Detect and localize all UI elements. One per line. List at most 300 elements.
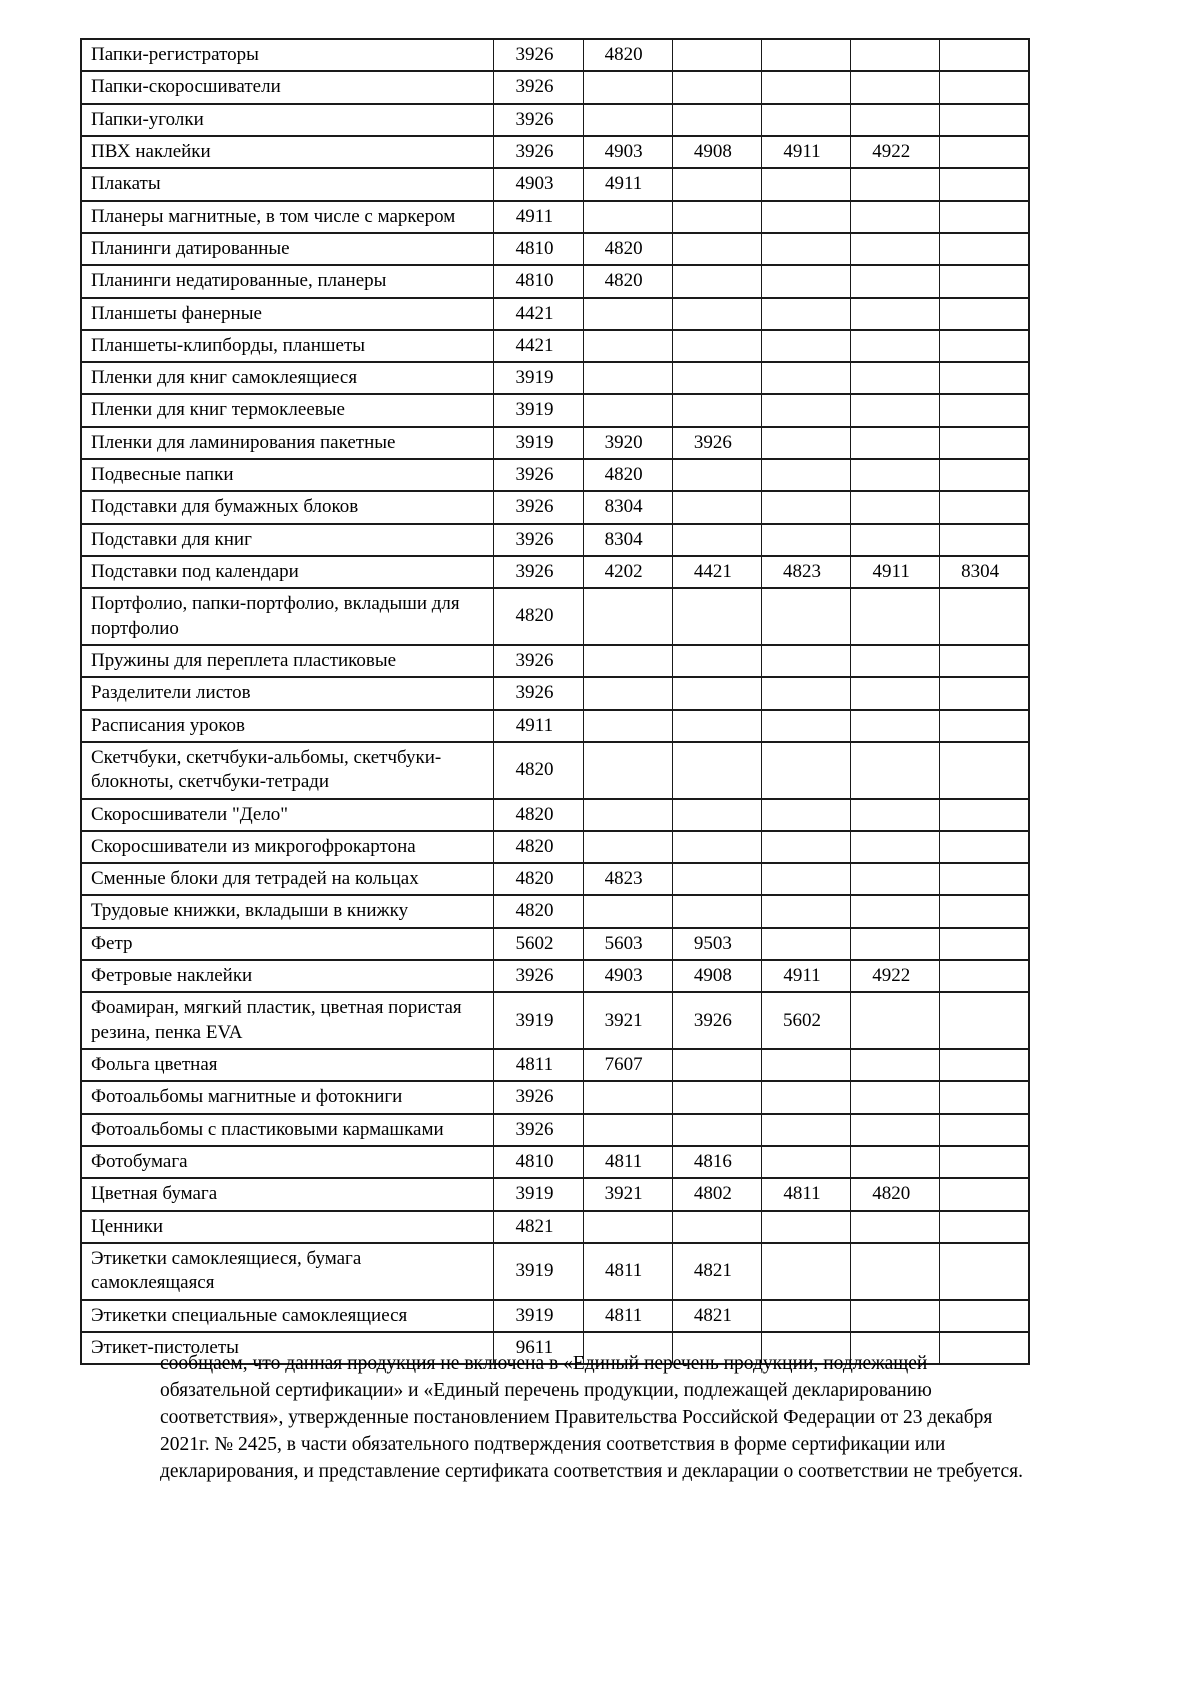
- code-cell: 4810: [494, 1146, 583, 1178]
- code-cell: [761, 928, 850, 960]
- product-name-cell: Папки-регистраторы: [81, 39, 494, 71]
- code-cell: [940, 960, 1029, 992]
- code-cell: [761, 645, 850, 677]
- code-cell: 3926: [494, 491, 583, 523]
- code-cell: [761, 524, 850, 556]
- code-cell: [583, 330, 672, 362]
- code-cell: [940, 1300, 1029, 1332]
- code-cell: 4811: [494, 1049, 583, 1081]
- code-cell: [761, 1081, 850, 1113]
- table-row: [81, 427, 1029, 459]
- table-row: [81, 233, 1029, 265]
- code-cell: [761, 71, 850, 103]
- code-cell: 3926: [494, 677, 583, 709]
- product-name-cell: Подвесные папки: [81, 459, 494, 491]
- code-cell: [761, 362, 850, 394]
- code-cell: [940, 742, 1029, 799]
- code-cell: [851, 104, 940, 136]
- code-cell: [583, 104, 672, 136]
- code-cell: [940, 1081, 1029, 1113]
- table-row: [81, 104, 1029, 136]
- code-cell: 3926: [494, 960, 583, 992]
- table-row: [81, 556, 1029, 588]
- code-cell: [851, 992, 940, 1049]
- product-name-cell: Фоамиран, мягкий пластик, цветная пористая резина, пенка EVA: [81, 992, 494, 1049]
- code-cell: 4908: [672, 136, 761, 168]
- code-cell: [761, 1146, 850, 1178]
- code-cell: [851, 1114, 940, 1146]
- code-cell: 4816: [672, 1146, 761, 1178]
- code-cell: [940, 1178, 1029, 1210]
- product-name-cell: Этикетки специальные самоклеящиеся: [81, 1300, 494, 1332]
- code-cell: [851, 588, 940, 645]
- table-row: [81, 1300, 1029, 1332]
- code-cell: 4911: [761, 136, 850, 168]
- code-cell: [940, 831, 1029, 863]
- code-cell: [851, 362, 940, 394]
- table-row: [81, 201, 1029, 233]
- table-row: [81, 960, 1029, 992]
- code-cell: [672, 71, 761, 103]
- table-row: [81, 136, 1029, 168]
- table-row: [81, 742, 1029, 799]
- product-name-cell: Фотоальбомы магнитные и фотокниги: [81, 1081, 494, 1113]
- code-cell: [940, 1243, 1029, 1300]
- table-row: [81, 1243, 1029, 1300]
- code-cell: [940, 710, 1029, 742]
- code-cell: [940, 677, 1029, 709]
- code-cell: 3926: [494, 71, 583, 103]
- code-cell: [761, 1049, 850, 1081]
- product-name-cell: Пленки для книг самоклеящиеся: [81, 362, 494, 394]
- code-cell: 4911: [851, 556, 940, 588]
- table-row: [81, 168, 1029, 200]
- product-name-cell: Пленки для книг термоклеевые: [81, 394, 494, 426]
- product-name-cell: Расписания уроков: [81, 710, 494, 742]
- code-cell: [851, 298, 940, 330]
- code-cell: 4820: [851, 1178, 940, 1210]
- code-cell: [761, 588, 850, 645]
- code-cell: [851, 330, 940, 362]
- code-cell: [672, 863, 761, 895]
- code-cell: [672, 895, 761, 927]
- product-name-cell: Трудовые книжки, вкладыши в книжку: [81, 895, 494, 927]
- code-cell: [583, 799, 672, 831]
- product-name-cell: Сменные блоки для тетрадей на кольцах: [81, 863, 494, 895]
- code-cell: [851, 928, 940, 960]
- code-cell: [761, 491, 850, 523]
- product-name-cell: Этикетки самоклеящиеся, бумага самоклеящаяся: [81, 1243, 494, 1300]
- code-cell: [583, 742, 672, 799]
- code-cell: [851, 1081, 940, 1113]
- code-cell: 3926: [494, 459, 583, 491]
- code-cell: [851, 459, 940, 491]
- code-cell: 4821: [672, 1243, 761, 1300]
- code-cell: 4810: [494, 265, 583, 297]
- code-cell: [672, 459, 761, 491]
- table-row: [81, 992, 1029, 1049]
- product-name-cell: Фетр: [81, 928, 494, 960]
- code-cell: [583, 710, 672, 742]
- table-row: [81, 895, 1029, 927]
- code-cell: 4421: [494, 298, 583, 330]
- code-cell: [583, 677, 672, 709]
- code-cell: 4911: [761, 960, 850, 992]
- product-name-cell: Разделители листов: [81, 677, 494, 709]
- product-name-cell: Портфолио, папки-портфолио, вкладыши для портфолио: [81, 588, 494, 645]
- code-cell: [940, 201, 1029, 233]
- code-cell: [583, 362, 672, 394]
- code-cell: [761, 330, 850, 362]
- code-cell: [672, 298, 761, 330]
- code-cell: [761, 863, 850, 895]
- table-row: [81, 710, 1029, 742]
- product-name-cell: Фотобумага: [81, 1146, 494, 1178]
- product-name-cell: Подставки для книг: [81, 524, 494, 556]
- product-name-cell: Фотоальбомы с пластиковыми кармашками: [81, 1114, 494, 1146]
- code-cell: [672, 104, 761, 136]
- product-name-cell: Плакаты: [81, 168, 494, 200]
- product-name-cell: Скоросшиватели "Дело": [81, 799, 494, 831]
- code-cell: [583, 298, 672, 330]
- code-cell: [940, 524, 1029, 556]
- table-row: [81, 831, 1029, 863]
- table-row: [81, 1211, 1029, 1243]
- code-cell: [672, 1049, 761, 1081]
- code-cell: [761, 831, 850, 863]
- code-cell: 3919: [494, 1300, 583, 1332]
- code-cell: [583, 1211, 672, 1243]
- code-cell: [672, 588, 761, 645]
- code-cell: [761, 39, 850, 71]
- code-cell: [851, 201, 940, 233]
- code-cell: 9611: [494, 1332, 583, 1364]
- code-cell: [672, 1211, 761, 1243]
- product-name-cell: Подставки под календари: [81, 556, 494, 588]
- code-cell: [940, 459, 1029, 491]
- code-cell: 3919: [494, 427, 583, 459]
- code-cell: [851, 1146, 940, 1178]
- code-cell: 4811: [583, 1300, 672, 1332]
- product-name-cell: Планинги датированные: [81, 233, 494, 265]
- code-cell: [940, 136, 1029, 168]
- code-cell: 9503: [672, 928, 761, 960]
- code-cell: [672, 394, 761, 426]
- code-cell: [583, 201, 672, 233]
- code-cell: [940, 265, 1029, 297]
- product-name-cell: Папки-уголки: [81, 104, 494, 136]
- code-cell: 4811: [583, 1146, 672, 1178]
- code-cell: [761, 265, 850, 297]
- code-cell: [851, 524, 940, 556]
- code-cell: [583, 1114, 672, 1146]
- code-cell: [851, 1049, 940, 1081]
- product-name-cell: Планшеты фанерные: [81, 298, 494, 330]
- certification-note-paragraph: сообщаем, что данная продукция не включена в «Единый перечень продукции, подлежащей обязательной сертификации» и «Единый перечень продукции, подлежащей декларированию соответствия», утвержденные постановлением Правительства Российской Федерации от 23 декабря 2021г. № 2425, в части обязательного подтверждения соответствия в форме сертификации или декларирования, и представление сертификата соответствия и декларации о соответствии не требуется.: [160, 1353, 1023, 1482]
- table-row: [81, 491, 1029, 523]
- code-cell: [940, 71, 1029, 103]
- code-cell: [672, 742, 761, 799]
- code-cell: [761, 1300, 850, 1332]
- code-cell: [761, 1211, 850, 1243]
- code-cell: 4908: [672, 960, 761, 992]
- table-row: [81, 1049, 1029, 1081]
- code-cell: 3919: [494, 394, 583, 426]
- code-cell: [672, 645, 761, 677]
- product-name-cell: Подставки для бумажных блоков: [81, 491, 494, 523]
- code-cell: [940, 330, 1029, 362]
- code-cell: 3926: [672, 992, 761, 1049]
- code-cell: [940, 491, 1029, 523]
- code-cell: [940, 39, 1029, 71]
- code-cell: [851, 799, 940, 831]
- table-row: [81, 71, 1029, 103]
- code-cell: [672, 265, 761, 297]
- code-cell: [583, 895, 672, 927]
- code-cell: 4911: [494, 710, 583, 742]
- table-row: [81, 799, 1029, 831]
- code-cell: [761, 895, 850, 927]
- product-name-cell: Этикет-пистолеты: [81, 1332, 494, 1364]
- code-cell: [672, 524, 761, 556]
- table-row: [81, 1178, 1029, 1210]
- code-cell: [583, 1081, 672, 1113]
- code-cell: [851, 1300, 940, 1332]
- code-cell: [940, 362, 1029, 394]
- code-cell: 4903: [583, 960, 672, 992]
- code-cell: 4820: [494, 831, 583, 863]
- code-cell: 3926: [494, 1114, 583, 1146]
- code-cell: 4821: [494, 1211, 583, 1243]
- code-cell: [940, 799, 1029, 831]
- table-row: [81, 588, 1029, 645]
- code-cell: [761, 233, 850, 265]
- code-cell: [583, 645, 672, 677]
- table-row: [81, 459, 1029, 491]
- code-cell: 4820: [494, 895, 583, 927]
- code-cell: [672, 39, 761, 71]
- product-name-cell: Скоросшиватели из микрогофрокартона: [81, 831, 494, 863]
- code-cell: 4810: [494, 233, 583, 265]
- code-cell: [761, 1114, 850, 1146]
- table-row: [81, 645, 1029, 677]
- code-cell: [940, 168, 1029, 200]
- code-cell: 4820: [494, 742, 583, 799]
- code-cell: 5602: [494, 928, 583, 960]
- code-cell: 7607: [583, 1049, 672, 1081]
- code-cell: [851, 645, 940, 677]
- code-cell: [851, 710, 940, 742]
- code-cell: [672, 1081, 761, 1113]
- code-cell: [851, 742, 940, 799]
- code-cell: 4820: [583, 459, 672, 491]
- table-row: [81, 265, 1029, 297]
- code-cell: 4820: [494, 863, 583, 895]
- product-name-cell: Цветная бумага: [81, 1178, 494, 1210]
- code-cell: 3926: [494, 556, 583, 588]
- code-cell: [761, 168, 850, 200]
- code-cell: [583, 394, 672, 426]
- code-cell: [851, 1243, 940, 1300]
- code-cell: [940, 427, 1029, 459]
- product-name-cell: Пружины для переплета пластиковые: [81, 645, 494, 677]
- code-cell: [851, 863, 940, 895]
- table-row: [81, 863, 1029, 895]
- product-name-cell: ПВХ наклейки: [81, 136, 494, 168]
- code-cell: 4823: [761, 556, 850, 588]
- code-cell: [761, 298, 850, 330]
- code-cell: 4922: [851, 960, 940, 992]
- code-cell: 8304: [583, 524, 672, 556]
- table-row: [81, 677, 1029, 709]
- code-cell: 8304: [583, 491, 672, 523]
- code-cell: [851, 168, 940, 200]
- code-cell: [940, 863, 1029, 895]
- code-cell: [940, 645, 1029, 677]
- code-cell: [761, 104, 850, 136]
- code-cell: 4903: [583, 136, 672, 168]
- code-cell: 3919: [494, 1243, 583, 1300]
- product-name-cell: Фетровые наклейки: [81, 960, 494, 992]
- code-cell: [761, 394, 850, 426]
- code-cell: [940, 394, 1029, 426]
- table-row: [81, 394, 1029, 426]
- code-cell: 4820: [583, 39, 672, 71]
- code-cell: [940, 895, 1029, 927]
- code-cell: [851, 233, 940, 265]
- code-cell: [672, 233, 761, 265]
- code-cell: 4820: [494, 799, 583, 831]
- code-cell: 4811: [761, 1178, 850, 1210]
- code-cell: 4922: [851, 136, 940, 168]
- code-cell: 4823: [583, 863, 672, 895]
- code-cell: 4911: [494, 201, 583, 233]
- code-cell: [851, 265, 940, 297]
- code-cell: [761, 201, 850, 233]
- code-cell: 5602: [761, 992, 850, 1049]
- code-cell: [940, 104, 1029, 136]
- code-cell: 3919: [494, 362, 583, 394]
- code-cell: 3926: [672, 427, 761, 459]
- product-name-cell: Планеры магнитные, в том числе с маркером: [81, 201, 494, 233]
- code-cell: 4820: [494, 588, 583, 645]
- code-cell: [851, 1211, 940, 1243]
- code-cell: [761, 459, 850, 491]
- code-cell: [672, 799, 761, 831]
- product-name-cell: Планшеты-клипборды, планшеты: [81, 330, 494, 362]
- table-row: [81, 1146, 1029, 1178]
- code-cell: 3926: [494, 136, 583, 168]
- code-cell: 3921: [583, 992, 672, 1049]
- code-cell: [851, 427, 940, 459]
- code-cell: [761, 742, 850, 799]
- code-cell: [940, 298, 1029, 330]
- code-cell: [761, 710, 850, 742]
- code-cell: [940, 233, 1029, 265]
- table-row: [81, 1081, 1029, 1113]
- code-cell: [672, 362, 761, 394]
- code-cell: [672, 491, 761, 523]
- code-cell: [761, 1243, 850, 1300]
- code-cell: 4811: [583, 1243, 672, 1300]
- code-cell: [761, 677, 850, 709]
- product-table-body: [81, 39, 1029, 1364]
- code-cell: 4903: [494, 168, 583, 200]
- code-cell: 3926: [494, 39, 583, 71]
- code-cell: 3919: [494, 1178, 583, 1210]
- code-cell: [851, 39, 940, 71]
- code-cell: 4202: [583, 556, 672, 588]
- product-name-cell: Скетчбуки, скетчбуки-альбомы, скетчбуки-блокноты, скетчбуки-тетради: [81, 742, 494, 799]
- code-cell: [851, 491, 940, 523]
- table-row: [81, 298, 1029, 330]
- product-name-cell: Планинги недатированные, планеры: [81, 265, 494, 297]
- code-cell: [851, 677, 940, 709]
- code-cell: 3919: [494, 992, 583, 1049]
- code-cell: 3926: [494, 524, 583, 556]
- code-cell: [672, 1114, 761, 1146]
- code-cell: [672, 710, 761, 742]
- code-cell: [851, 895, 940, 927]
- table-row: [81, 928, 1029, 960]
- code-cell: 4820: [583, 265, 672, 297]
- code-cell: [851, 394, 940, 426]
- code-cell: [940, 588, 1029, 645]
- code-cell: [940, 1146, 1029, 1178]
- table-row: [81, 330, 1029, 362]
- code-cell: [583, 71, 672, 103]
- code-cell: [583, 588, 672, 645]
- code-cell: [851, 831, 940, 863]
- product-name-cell: Ценники: [81, 1211, 494, 1243]
- code-cell: 4911: [583, 168, 672, 200]
- table-row: [81, 524, 1029, 556]
- code-cell: [940, 1114, 1029, 1146]
- code-cell: [672, 831, 761, 863]
- code-cell: [583, 831, 672, 863]
- table-row: [81, 362, 1029, 394]
- code-cell: [761, 427, 850, 459]
- table-row: [81, 1114, 1029, 1146]
- code-cell: 4821: [672, 1300, 761, 1332]
- code-cell: [761, 799, 850, 831]
- code-cell: [672, 330, 761, 362]
- code-cell: [940, 928, 1029, 960]
- code-cell: 3926: [494, 645, 583, 677]
- code-cell: 4820: [583, 233, 672, 265]
- table-row: [81, 39, 1029, 71]
- product-codes-table: [80, 38, 1030, 1365]
- code-cell: [851, 71, 940, 103]
- code-cell: [672, 201, 761, 233]
- code-cell: 5603: [583, 928, 672, 960]
- product-name-cell: Пленки для ламинирования пакетные: [81, 427, 494, 459]
- code-cell: [940, 1049, 1029, 1081]
- code-cell: 3926: [494, 1081, 583, 1113]
- product-name-cell: Папки-скоросшиватели: [81, 71, 494, 103]
- code-cell: [672, 677, 761, 709]
- product-name-cell: Фольга цветная: [81, 1049, 494, 1081]
- code-cell: 3926: [494, 104, 583, 136]
- code-cell: 3920: [583, 427, 672, 459]
- code-cell: [940, 992, 1029, 1049]
- code-cell: 8304: [940, 556, 1029, 588]
- code-cell: 3921: [583, 1178, 672, 1210]
- code-cell: 4421: [494, 330, 583, 362]
- code-cell: 4802: [672, 1178, 761, 1210]
- code-cell: [672, 168, 761, 200]
- code-cell: [940, 1211, 1029, 1243]
